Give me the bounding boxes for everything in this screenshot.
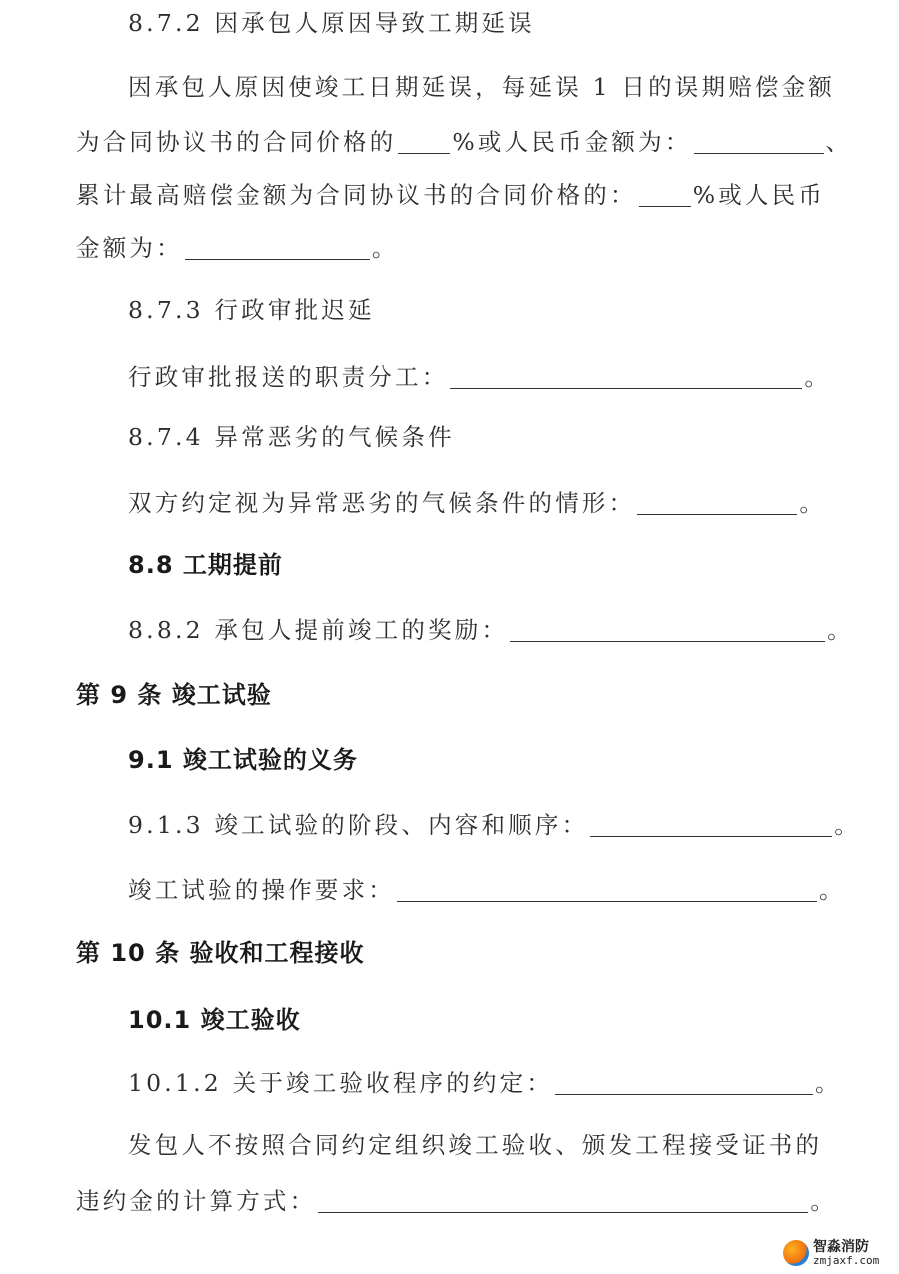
section-heading-8-7-4: 8.7.4 异常恶劣的气候条件 [128, 423, 455, 451]
text-segment: %或人民币 [692, 181, 826, 209]
text-segment: 、 [825, 128, 853, 156]
section-heading-9-1: 9.1 竣工试验的义务 [128, 746, 358, 774]
text-segment: 9.1.3 竣工试验的阶段、内容和顺序： [128, 811, 589, 839]
paragraph-line [76, 233, 399, 263]
amount-blank[interactable] [694, 131, 824, 154]
watermark-site: zmjaxf.com [813, 1254, 880, 1267]
paragraph-line [76, 1186, 837, 1216]
text-segment: 。 [804, 363, 832, 391]
text-segment: 双方约定视为异常恶劣的气候条件的情形： [128, 489, 636, 517]
max-amount-blank[interactable] [185, 237, 370, 260]
percent-blank[interactable] [398, 131, 450, 154]
paragraph-line: 因承包人原因使竣工日期延误，每延误 1 日的误期赔偿金额 [128, 73, 835, 101]
text-segment: 。 [815, 1069, 842, 1097]
text-segment: 。 [834, 811, 861, 839]
penalty-calculation-blank[interactable] [318, 1190, 808, 1213]
section-heading-8-8: 8.8 工期提前 [128, 551, 283, 579]
text-segment: 为合同协议书的合同价格的 [76, 128, 397, 156]
section-heading-8-7-3: 8.7.3 行政审批迟延 [128, 296, 375, 324]
max-percent-blank[interactable] [639, 184, 691, 207]
section-heading-10-1: 10.1 竣工验收 [128, 1006, 301, 1034]
text-segment: 行政审批报送的职责分工： [128, 363, 449, 391]
test-stage-blank[interactable] [590, 814, 832, 837]
watermark-name: 智淼消防 [813, 1239, 869, 1255]
text-segment: 。 [810, 1187, 838, 1215]
text-segment: 违约金的计算方式： [76, 1187, 317, 1215]
paragraph-line [128, 810, 861, 840]
paragraph-line [128, 1068, 842, 1098]
text-segment: 金额为： [76, 234, 183, 262]
paragraph-line [128, 875, 846, 905]
paragraph-line [76, 180, 825, 210]
text-segment: %或人民币金额为： [452, 128, 692, 156]
paragraph-line [76, 127, 852, 157]
text-segment: 累计最高赔偿金额为合同协议书的合同价格的： [76, 181, 637, 209]
weather-condition-blank[interactable] [637, 492, 797, 515]
early-completion-reward-blank[interactable] [510, 619, 825, 642]
text-segment: 。 [819, 876, 846, 904]
watermark [783, 1236, 893, 1270]
approval-duty-blank[interactable] [450, 366, 802, 389]
section-heading-8-7-2: 8.7.2 因承包人原因导致工期延误 [128, 9, 535, 37]
paragraph-line [128, 488, 826, 518]
text-segment: 10.1.2 关于竣工验收程序的约定： [128, 1069, 554, 1097]
text-segment: 。 [371, 234, 399, 262]
article-heading-9: 第 9 条 竣工试验 [76, 681, 272, 709]
acceptance-procedure-blank[interactable] [555, 1072, 813, 1095]
paragraph-line [128, 362, 831, 392]
text-segment: 竣工试验的操作要求： [128, 876, 395, 904]
brand-logo-icon [783, 1240, 809, 1266]
article-heading-10: 第 10 条 验收和工程接收 [76, 939, 365, 967]
paragraph-line: 发包人不按照合同约定组织竣工验收、颁发工程接受证书的 [128, 1131, 823, 1159]
text-segment: 。 [827, 616, 854, 644]
test-operation-blank[interactable] [397, 879, 817, 902]
paragraph-line [128, 615, 854, 645]
text-segment: 。 [799, 489, 827, 517]
text-segment: 8.8.2 承包人提前竣工的奖励： [128, 616, 509, 644]
